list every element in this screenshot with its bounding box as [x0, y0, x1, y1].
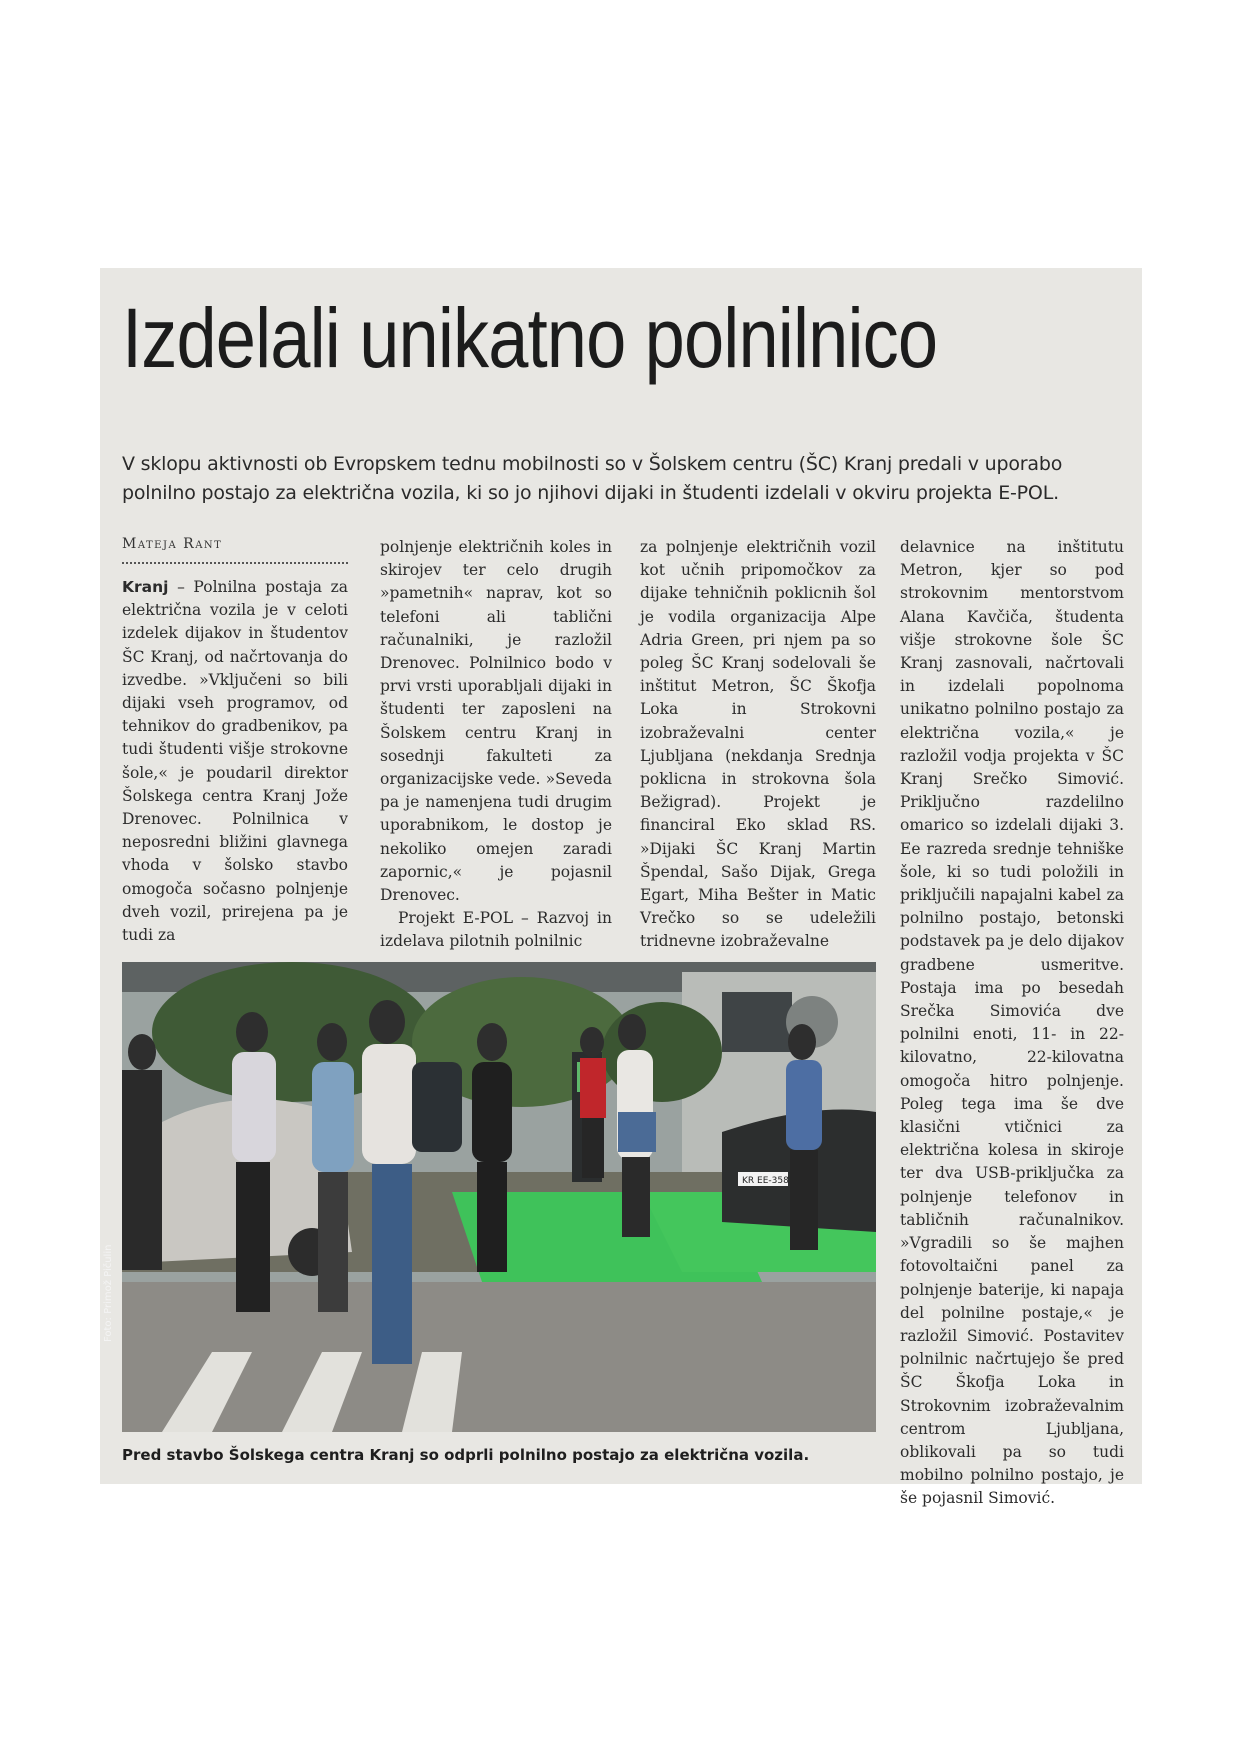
column-1-text: – Polnilna postaja za električna vozila je v celoti izdelek dijakov in študentov ŠC Kranj, od načrtovanja do izvedbe. »Vključeni so bili dijaki vseh programov, od tehnikov do gradbenikov, pa tudi študenti višje strokovne šole,« je poudaril direktor Šolskega centra Kranj Jože Drenovec. Polnilnica v neposredni bližini glavnega vhoda v šolsko stavbo omogoča sočasno polnjenje dveh vozil, prirejena pa je tudi za [122, 578, 348, 945]
article-lead: V sklopu aktivnosti ob Evropskem tednu mobilnosti so v Šolskem centru (ŠC) Kranj predali v uporabo polnilno postajo za električna vozila, ki so jo njihovi dijaki in študenti izdelali v okviru projekta E-POL. [122, 453, 1063, 504]
photo-credit: Foto: Primož Pičulin [103, 1244, 114, 1342]
newspaper-clipping [100, 268, 1142, 1508]
article-column-3: za polnjenje električnih vozil kot učnih pripomočkov za dijake tehničnih poklicnih šol je vodila organizacija Alpe Adria Green, pri njem pa so poleg ŠC Kranj sodelovali še inštitut Metron, ŠC Škofja Loka in Strokovni izobraževalni center Ljubljana (nekdanja Srednja poklicna in strokovna šola Bežigrad). Projekt je financiral Eko sklad RS. »Dijaki ŠC Kranj Martin Špendal, Sašo Dijak, Grega Egart, Miha Bešter in Matic Vrečko so se udeležili tridnevne izobraževalne [640, 538, 876, 951]
article-column-2 [380, 536, 612, 954]
article-headline: Izdelali unikatno polnilnico [122, 291, 938, 385]
column-2-text: polnjenje električnih koles in skirojev ter celo drugih »pametnih« naprav, kot so telefoni ali tablični računalniki, je razložil Drenovec. Polnilnico bodo v prvi vrsti uporabljali dijaki in študenti ter zaposleni na Šolskem centru Kranj in sosednji fakulteti za organizacijske vede. »Seveda pa je namenjena tudi drugim uporabnikom, le dostop je nekoliko omejen zaradi zapornic,« je pojasnil Drenovec. [380, 538, 612, 905]
article-photo [103, 962, 876, 1432]
column-2-text-b: Projekt E-POL – Razvoj in izdelava pilotnih polnilnic [380, 909, 612, 951]
photo-illustration [122, 962, 876, 1432]
article-byline: Mateja Rant [122, 536, 348, 564]
dateline-place: Kranj [122, 578, 169, 596]
photo-caption: Pred stavbo Šolskega centra Kranj so odprli polnilno postajo za električna vozila. [122, 1446, 810, 1464]
photo-license-plate: KR EE-358 [742, 1176, 789, 1186]
article-column-1 [122, 576, 348, 947]
article-column-4: delavnice na inštitutu Metron, kjer so pod strokovnim mentorstvom Alana Kavčiča, študenta višje strokovne šole ŠC Kranj zasnovali, načrtovali in izdelali popolnoma unikatno polnilno postajo za električna vozila,« je razložil vodja projekta v ŠC Kranj Srečko Simović. Priključno razdelilno omarico so izdelali dijaki 3. Ee razreda srednje tehniške šole, ki so tudi položili in priključili napajalni kabel za polnilno postajo, betonski podstavek pa je delo dijakov gradbene usmeritve. Postaja ima po besedah Srečka Simovića dve polnilni enoti, 11- in 22-kilovatno, 22-kilovatna omogoča hitro polnjenje. Poleg tega ima še dve klasični vtičnici za električna kolesa in skiroje ter dva USB-priključka za polnjenje telefonov in tabličnih računalnikov. »Vgradili so še majhen fotovoltaični panel za polnjenje baterije, ki napaja del polnilne postaje,« je razložil Simović. Postavitev polnilnic načrtujejo še pred ŠC Škofja Loka in Strokovnim izobraževalnim centrom Ljubljana, oblikovali pa so tudi mobilno polnilno postajo, je še pojasnil Simović. [900, 538, 1124, 1508]
